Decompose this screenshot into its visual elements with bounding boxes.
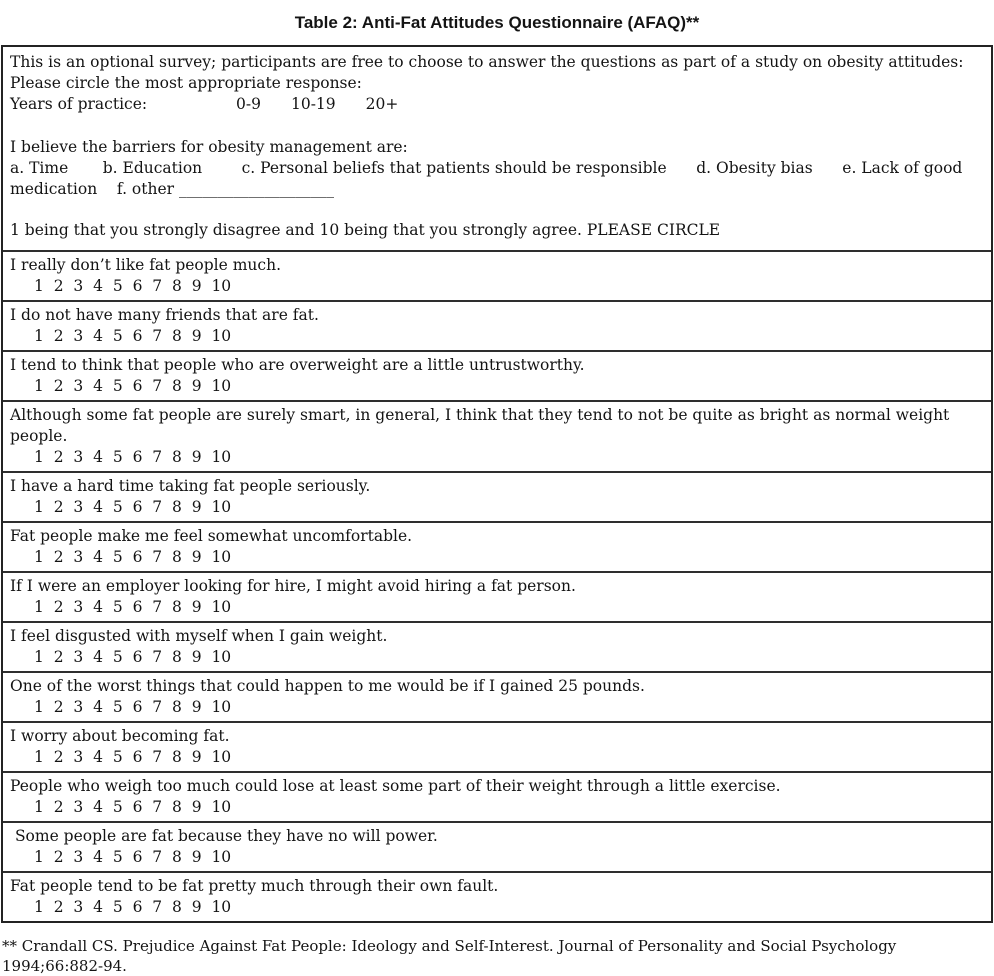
question-row: [3, 671, 991, 721]
page-title: Table 2: Anti-Fat Attitudes Questionnaire (AFAQ)**: [294, 13, 700, 32]
question-statement: Some people are fat because they have no will power.: [10, 827, 438, 845]
intro-line-2: Please circle the most appropriate response:: [10, 74, 362, 92]
question-statement: I worry about becoming fat.: [10, 727, 230, 745]
question-row: [3, 471, 991, 521]
question-row: [3, 721, 991, 771]
rating-scale: 1 2 3 4 5 6 7 8 9 10: [34, 548, 232, 566]
barriers-heading: I believe the barriers for obesity management are:: [10, 138, 408, 156]
years-of-practice-row: [10, 94, 983, 115]
question-rows: [3, 250, 991, 921]
questionnaire-table: [1, 45, 993, 923]
question-row: [3, 400, 991, 471]
question-row: [3, 250, 991, 300]
citation-footnote: ** Crandall CS. Prejudice Against Fat People: Ideology and Self-Interest. Journal of Personality and Social Psychology 1994;66:882-94.: [2, 937, 897, 975]
question-statement: Fat people tend to be fat pretty much through their own fault.: [10, 877, 499, 895]
question-statement: I have a hard time taking fat people seriously.: [10, 477, 371, 495]
rating-scale: 1 2 3 4 5 6 7 8 9 10: [34, 598, 232, 616]
question-statement: Fat people make me feel somewhat uncomfortable.: [10, 527, 413, 545]
rating-scale: 1 2 3 4 5 6 7 8 9 10: [34, 498, 232, 516]
rating-scale: 1 2 3 4 5 6 7 8 9 10: [34, 898, 232, 916]
years-option-0-9: 0-9: [236, 95, 261, 113]
rating-scale: 1 2 3 4 5 6 7 8 9 10: [34, 377, 232, 395]
years-of-practice-label: Years of practice:: [10, 95, 148, 113]
rating-scale: 1 2 3 4 5 6 7 8 9 10: [34, 848, 232, 866]
question-row: [3, 621, 991, 671]
question-row: [3, 521, 991, 571]
question-statement: One of the worst things that could happen to me would be if I gained 25 pounds.: [10, 677, 645, 695]
question-statement: If I were an employer looking for hire, I might avoid hiring a fat person.: [10, 577, 576, 595]
question-row: [3, 571, 991, 621]
table-intro-section: [3, 47, 991, 250]
rating-scale: 1 2 3 4 5 6 7 8 9 10: [34, 648, 232, 666]
rating-scale: 1 2 3 4 5 6 7 8 9 10: [34, 698, 232, 716]
rating-scale: 1 2 3 4 5 6 7 8 9 10: [34, 798, 232, 816]
question-row: [3, 871, 991, 921]
question-row: [3, 300, 991, 350]
intro-line-1: This is an optional survey; participants are free to choose to answer the questions as part of a study on obesity attitudes:: [10, 53, 964, 71]
question-statement: People who weigh too much could lose at least some part of their weight through a little exercise.: [10, 777, 781, 795]
question-row: [3, 350, 991, 400]
years-option-10-19: 10-19: [290, 95, 336, 113]
question-statement: I feel disgusted with myself when I gain weight.: [10, 627, 388, 645]
rating-scale: 1 2 3 4 5 6 7 8 9 10: [34, 748, 232, 766]
question-statement: Although some fat people are surely smart, in general, I think that they tend to not be quite as bright as normal weight people.: [10, 406, 955, 445]
scale-instruction: 1 being that you strongly disagree and 10 being that you strongly agree. PLEASE CIRCLE: [10, 221, 721, 239]
question-statement: I do not have many friends that are fat.: [10, 306, 319, 324]
rating-scale: 1 2 3 4 5 6 7 8 9 10: [34, 448, 232, 466]
rating-scale: 1 2 3 4 5 6 7 8 9 10: [34, 327, 232, 345]
rating-scale: 1 2 3 4 5 6 7 8 9 10: [34, 277, 232, 295]
years-option-20plus: 20+: [365, 95, 399, 113]
barriers-block: [10, 137, 983, 200]
question-statement: I tend to think that people who are overweight are a little untrustworthy.: [10, 356, 585, 374]
question-statement: I really don’t like fat people much.: [10, 256, 282, 274]
question-row: [3, 821, 991, 871]
question-row: [3, 771, 991, 821]
barriers-options: a. Time b. Education c. Personal beliefs that patients should be responsible d. Obesity bias e. Lack of good medication f. other ____________________: [10, 159, 968, 198]
